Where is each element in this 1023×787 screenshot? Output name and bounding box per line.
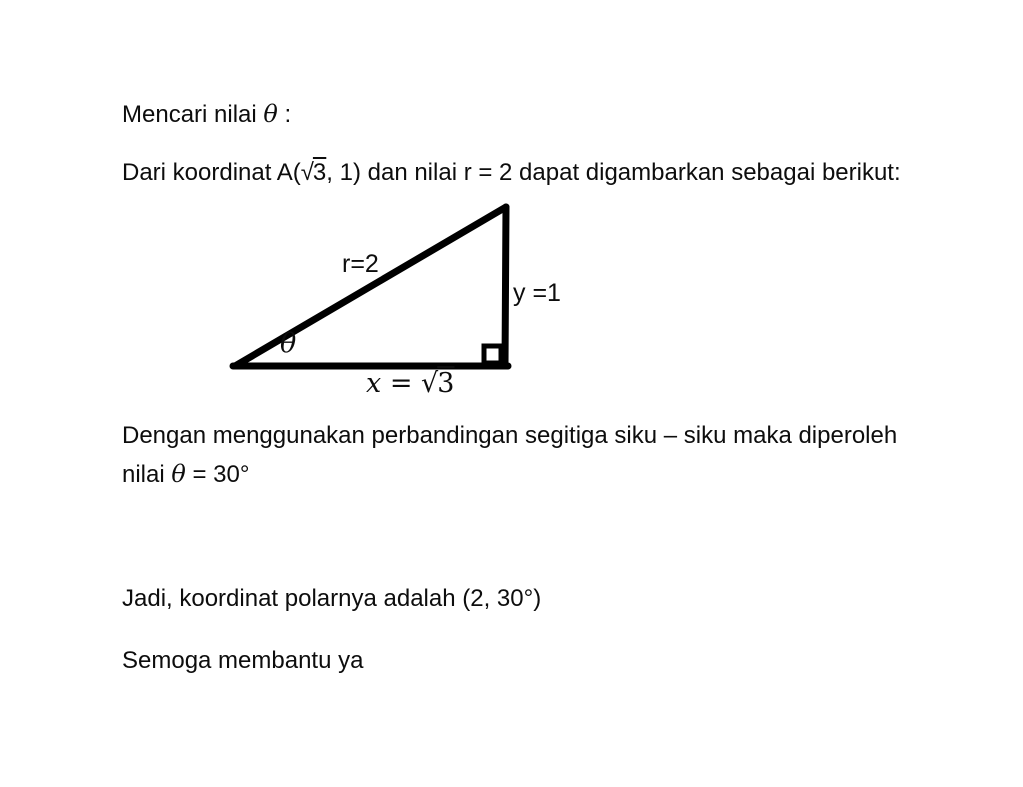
conclusion-line: Jadi, koordinat polarnya adalah (2, 30°) [122, 585, 542, 612]
right-angle-marker [484, 346, 501, 363]
explanation-line-1: Dengan menggunakan perbandingan segitiga siku – siku maka diperoleh [122, 422, 898, 449]
hypotenuse-label: r=2 [342, 250, 379, 278]
triangle-hypotenuse [235, 207, 506, 366]
base-label-radicand: 3 [437, 368, 455, 399]
angle-theta-label: θ [280, 328, 297, 359]
heading-line [122, 99, 291, 130]
right-triangle-diagram [220, 198, 600, 418]
explanation-line-2 [122, 459, 249, 490]
explanation-text-post: = 30° [185, 461, 250, 488]
triangle-vertical-side [505, 207, 506, 366]
base-label-variable: x [366, 368, 382, 399]
explanation-text-pre: nilai [122, 461, 172, 488]
radical-sign: √ [300, 159, 313, 186]
intro-line [122, 158, 901, 188]
vertical-side-label: y =1 [513, 279, 561, 307]
intro-text-pre: Dari koordinat A( [122, 159, 301, 186]
radicand: 3 [312, 159, 327, 186]
heading-text-post: : [277, 101, 292, 128]
heading-theta-symbol: θ [263, 100, 278, 128]
base-label-radical-sign: √ [421, 368, 438, 399]
intro-text-post: , 1) dan nilai r = 2 dapat digambarkan sebagai berikut: [326, 159, 901, 186]
explanation-theta-symbol: θ [171, 460, 186, 488]
heading-text-pre: Mencari nilai [122, 101, 264, 128]
closing-line: Semoga membantu ya [122, 647, 364, 674]
base-side-label [366, 368, 454, 399]
base-label-equals: = [381, 368, 422, 399]
